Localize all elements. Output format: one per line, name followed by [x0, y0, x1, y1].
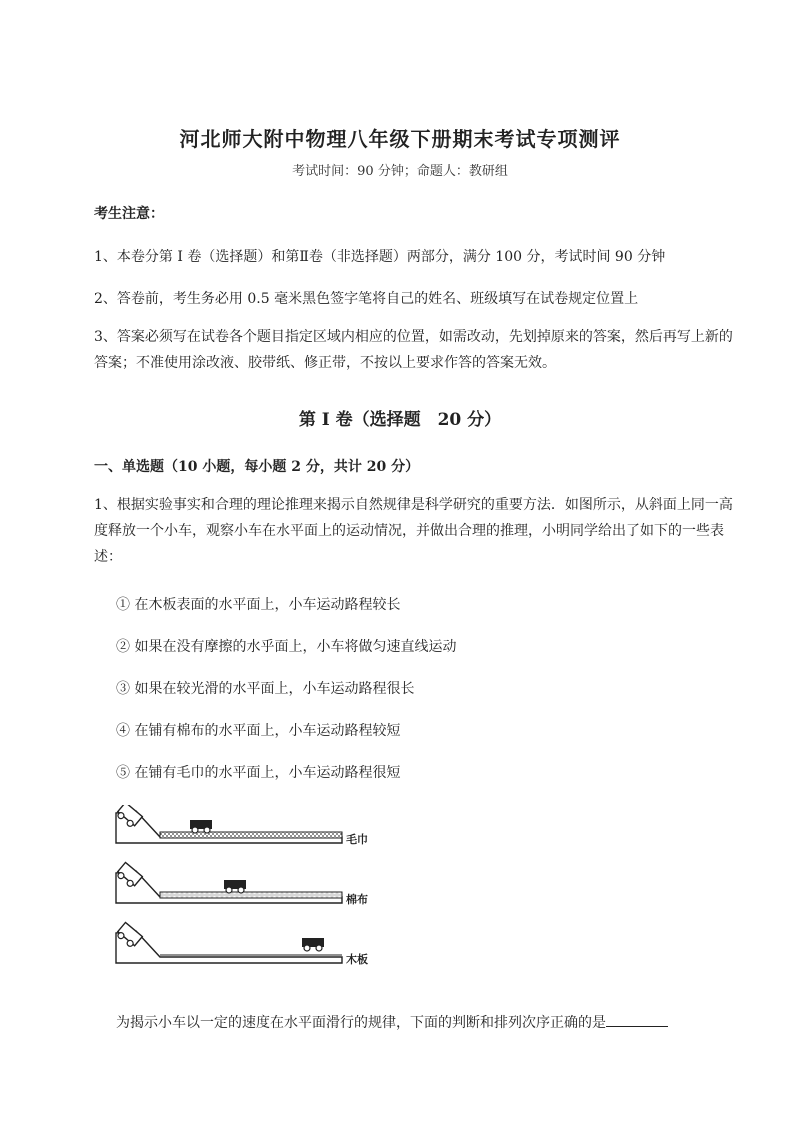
exam-subtitle: 考试时间：90 分钟；命题人：教研组	[292, 164, 508, 179]
option-1: ① 在木板表面的水平面上，小车运动路程较长	[116, 597, 401, 613]
option-5: ⑤ 在铺有毛巾的水平面上，小车运动路程很短	[116, 765, 401, 781]
notice-item-1: 1、本卷分第 I 卷（选择题）和第Ⅱ卷（非选择题）两部分，满分 100 分，考试时间 90 分钟	[94, 249, 666, 265]
label-towel: 毛巾	[346, 833, 368, 846]
option-4: ④ 在铺有棉布的水平面上，小车运动路程较短	[116, 723, 401, 739]
cotton-surface	[160, 892, 342, 898]
exam-title: 河北师大附中物理八年级下册期末考试专项测评	[179, 127, 621, 151]
section-title: 第 I 卷（选择题 20 分）	[298, 410, 502, 430]
prompt-text: 为揭示小车以一定的速度在水平面滑行的规律，下面的判断和排列次序正确的是	[116, 1015, 606, 1031]
towel-surface	[160, 832, 342, 838]
label-cotton: 棉布	[346, 893, 368, 906]
label-board: 木板	[346, 953, 368, 966]
option-3: ③ 如果在较光滑的水平面上，小车运动路程很长	[116, 681, 415, 697]
notice-heading: 考生注意：	[94, 206, 164, 222]
track-board	[115, 922, 368, 966]
question-1-prompt	[116, 1012, 668, 1032]
part-heading: 一、单选题（10 小题，每小题 2 分，共计 20 分）	[94, 459, 420, 475]
cart-1-stopped	[190, 820, 212, 833]
notice-item-2: 2、答卷前，考生务必用 0.5 毫米黑色签字笔将自己的姓名、班级填写在试卷规定位置上	[94, 291, 639, 307]
option-2: ② 如果在没有摩擦的水乎面上，小车将做匀速直线运动	[116, 639, 457, 655]
track-towel	[115, 805, 368, 846]
cart-2-stopped	[224, 880, 246, 893]
cart-3-stopped	[302, 938, 324, 951]
question-1-stem: 1、根据实验事实和合理的理论推理来揭示自然规律是科学研究的重要方法．如图所示，从斜面上同一高度释放一个小车，观察小车在水平面上的运动情况，并做出合理的推理，小明同学给出了如下的一些表述：	[94, 497, 733, 565]
incline-experiment-figure	[112, 805, 382, 985]
answer-blank[interactable]	[606, 1012, 668, 1027]
notice-item-3: 3、答案必须写在试卷各个题目指定区域内相应的位置，如需改动，先划掉原来的答案，然后再写上新的答案；不准使用涂改液、胶带纸、修正带，不按以上要求作答的答案无效。	[94, 329, 733, 371]
track-cotton	[115, 862, 368, 906]
